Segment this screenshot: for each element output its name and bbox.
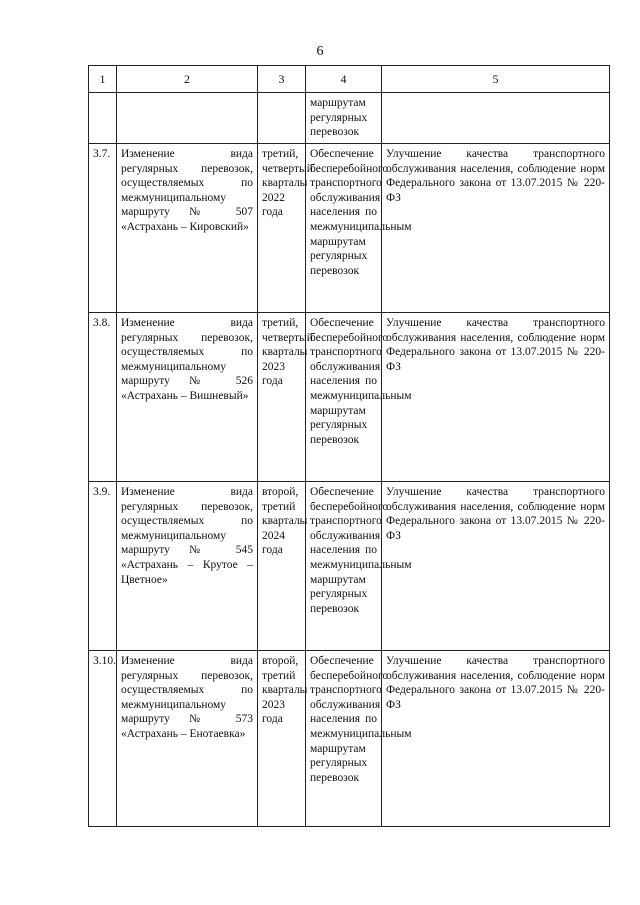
column-header-1: 1 bbox=[89, 66, 117, 93]
result-cell: Улучшение качества транспортного обслуживания населения, соблюдение норм Федерального закона от 13.07.2015 № 220-ФЗ bbox=[382, 313, 610, 482]
table-row bbox=[89, 313, 610, 482]
measure-name-cell: Изменение вида регулярных перевозок, осуществляемых по межмуниципальному маршруту № 573 «Астрахань – Енотаевка» bbox=[117, 651, 258, 827]
row-number-cell: 3.8. bbox=[89, 313, 117, 482]
term-cell bbox=[258, 93, 306, 144]
measure-name-cell bbox=[117, 93, 258, 144]
result-cell: Улучшение качества транспортного обслуживания населения, соблюдение норм Федерального закона от 13.07.2015 № 220-ФЗ bbox=[382, 144, 610, 313]
column-header-2: 2 bbox=[117, 66, 258, 93]
result-cell: Улучшение качества транспортного обслуживания населения, соблюдение норм Федерального закона от 13.07.2015 № 220-ФЗ bbox=[382, 651, 610, 827]
table-row bbox=[89, 482, 610, 651]
term-cell: второй, третий кварталы 2024 года bbox=[258, 482, 306, 651]
goal-cell: Обеспечение бесперебойного транспортного обслуживания населения по межмуниципальным маршрутам регулярных перевозок bbox=[306, 651, 382, 827]
row-number-cell: 3.10. bbox=[89, 651, 117, 827]
table-row bbox=[89, 144, 610, 313]
term-cell: третий, четвертый кварталы 2023 года bbox=[258, 313, 306, 482]
measure-name-cell: Изменение вида регулярных перевозок, осуществляемых по межмуниципальному маршруту № 507 «Астрахань – Кировский» bbox=[117, 144, 258, 313]
column-header-3: 3 bbox=[258, 66, 306, 93]
term-cell: третий, четвертый кварталы 2022 года bbox=[258, 144, 306, 313]
goal-cell: Обеспечение бесперебойного транспортного обслуживания населения по межмуниципальным маршрутам регулярных перевозок bbox=[306, 144, 382, 313]
goal-cell: Обеспечение бесперебойного транспортного обслуживания населения по межмуниципальным маршрутам регулярных перевозок bbox=[306, 482, 382, 651]
row-number-cell bbox=[89, 93, 117, 144]
row-number-cell: 3.9. bbox=[89, 482, 117, 651]
column-header-4: 4 bbox=[306, 66, 382, 93]
goal-cell: маршрутам регулярных перевозок bbox=[306, 93, 382, 144]
table-row-continuation bbox=[89, 93, 610, 144]
column-header-5: 5 bbox=[382, 66, 610, 93]
page-number: 6 bbox=[316, 44, 324, 59]
measures-table bbox=[88, 65, 610, 827]
result-cell: Улучшение качества транспортного обслуживания населения, соблюдение норм Федерального закона от 13.07.2015 № 220-ФЗ bbox=[382, 482, 610, 651]
measure-name-cell: Изменение вида регулярных перевозок, осуществляемых по межмуниципальному маршруту № 545 «Астрахань – Крутое – Цветное» bbox=[117, 482, 258, 651]
table-row bbox=[89, 651, 610, 827]
result-cell bbox=[382, 93, 610, 144]
term-cell: второй, третий кварталы 2023 года bbox=[258, 651, 306, 827]
goal-cell: Обеспечение бесперебойного транспортного обслуживания населения по межмуниципальным маршрутам регулярных перевозок bbox=[306, 313, 382, 482]
row-number-cell: 3.7. bbox=[89, 144, 117, 313]
table-header-row bbox=[89, 66, 610, 93]
measure-name-cell: Изменение вида регулярных перевозок, осуществляемых по межмуниципальному маршруту № 526 «Астрахань – Вишневый» bbox=[117, 313, 258, 482]
